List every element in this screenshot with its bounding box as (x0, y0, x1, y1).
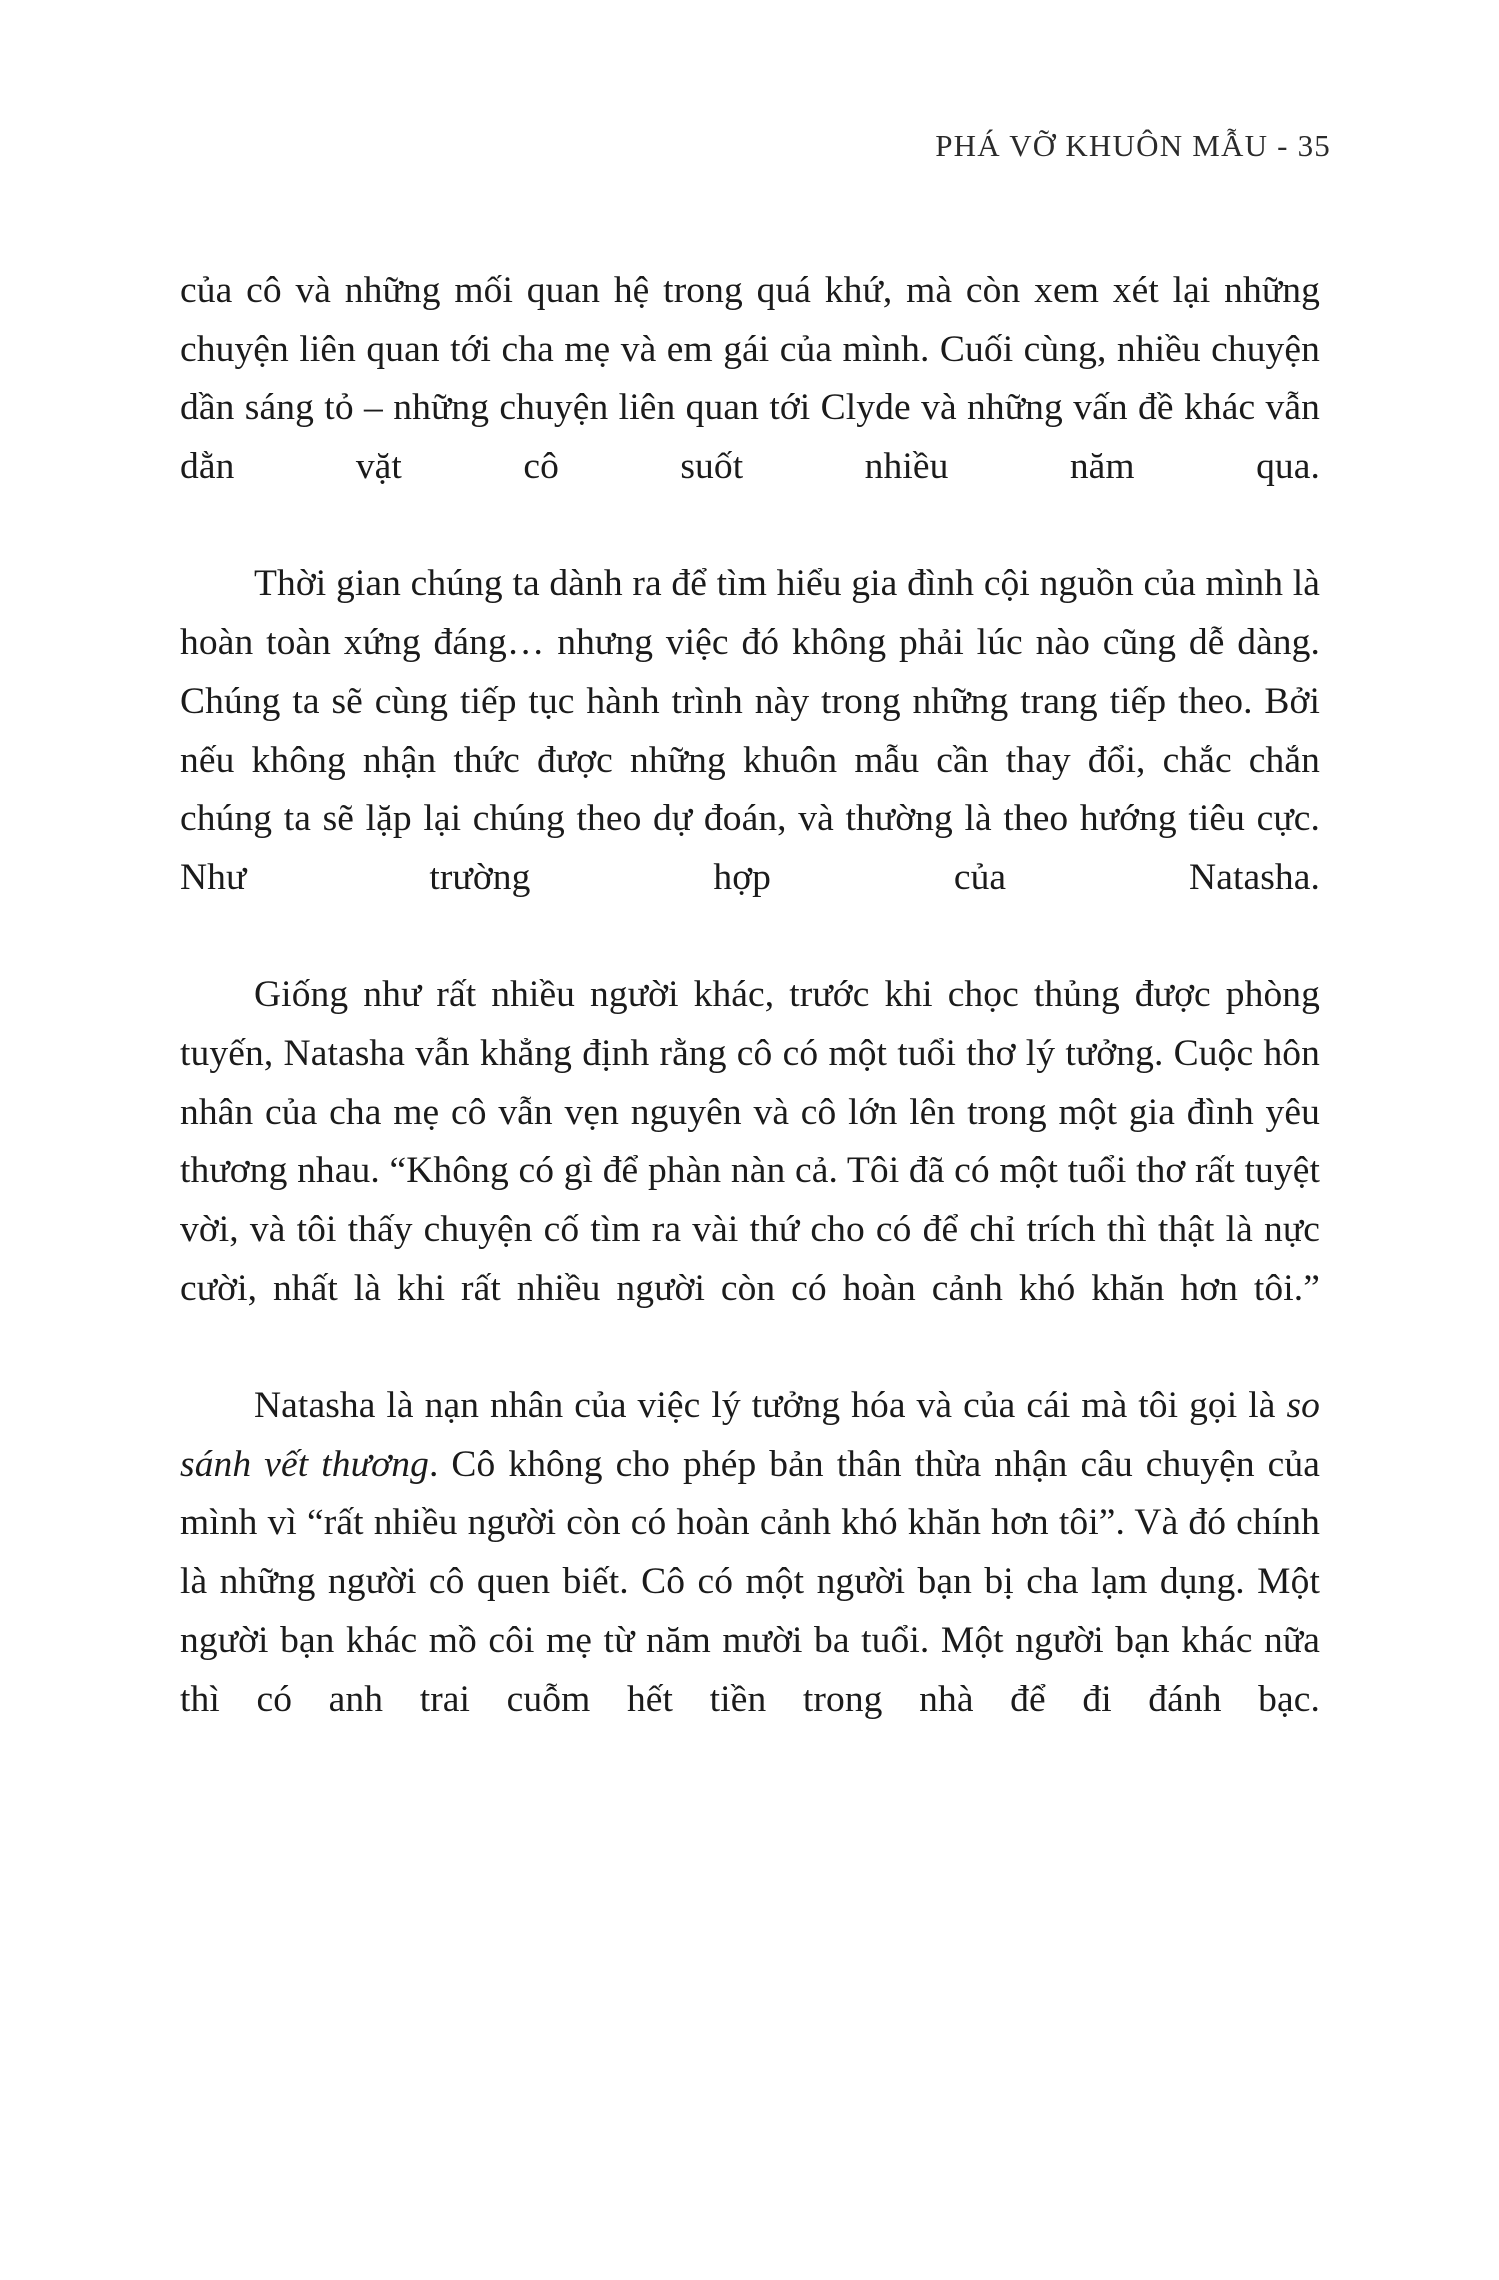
paragraph-with-italic: Natasha là nạn nhân của việc lý tưởng hóa và của cái mà tôi gọi là so sánh vết thương. Cô không cho phép bản thân thừa nhận câu chuyện của mình vì “rất nhiều người còn có hoàn cảnh khó khăn hơn tôi”. Và đó chính là những người cô quen biết. Cô có một người bạn bị cha lạm dụng. Một người bạn khác mồ côi mẹ từ năm mười ba tuổi. Một người bạn khác nữa thì có anh trai cuỗm hết tiền trong nhà để đi đánh bạc. (180, 1385, 1320, 1720)
paragraph: Thời gian chúng ta dành ra để tìm hiểu gia đình cội nguồn của mình là hoàn toàn xứng đáng… nhưng việc đó không phải lúc nào cũng dễ dàng. Chúng ta sẽ cùng tiếp tục hành trình này trong những trang tiếp theo. Bởi nếu không nhận thức được những khuôn mẫu cần thay đổi, chắc chắn chúng ta sẽ lặp lại chúng theo dự đoán, và thường là theo hướng tiêu cực. Như trường hợp của Natasha. (180, 563, 1320, 898)
paragraph: Giống như rất nhiều người khác, trước khi chọc thủng được phòng tuyến, Natasha vẫn khẳng định rằng cô có một tuổi thơ lý tưởng. Cuộc hôn nhân của cha mẹ cô vẫn vẹn nguyên và cô lớn lên trong một gia đình yêu thương nhau. “Không có gì để phàn nàn cả. Tôi đã có một tuổi thơ rất tuyệt vời, và tôi thấy chuyện cố tìm ra vài thứ cho có để chỉ trích thì thật là nực cười, nhất là khi rất nhiều người còn có hoàn cảnh khó khăn hơn tôi.” (180, 974, 1320, 1309)
paragraph: của cô và những mối quan hệ trong quá khứ, mà còn xem xét lại những chuyện liên quan tới cha mẹ và em gái của mình. Cuối cùng, nhiều chuyện dần sáng tỏ – những chuyện liên quan tới Clyde và những vấn đề khác vẫn dằn vặt cô suốt nhiều năm qua. (180, 270, 1320, 488)
italic-phrase: so sánh vết thương (180, 1385, 1320, 1485)
running-head: PHÁ VỠ KHUÔN MẪU - 35 (935, 128, 1331, 163)
body-text (180, 262, 1320, 1788)
